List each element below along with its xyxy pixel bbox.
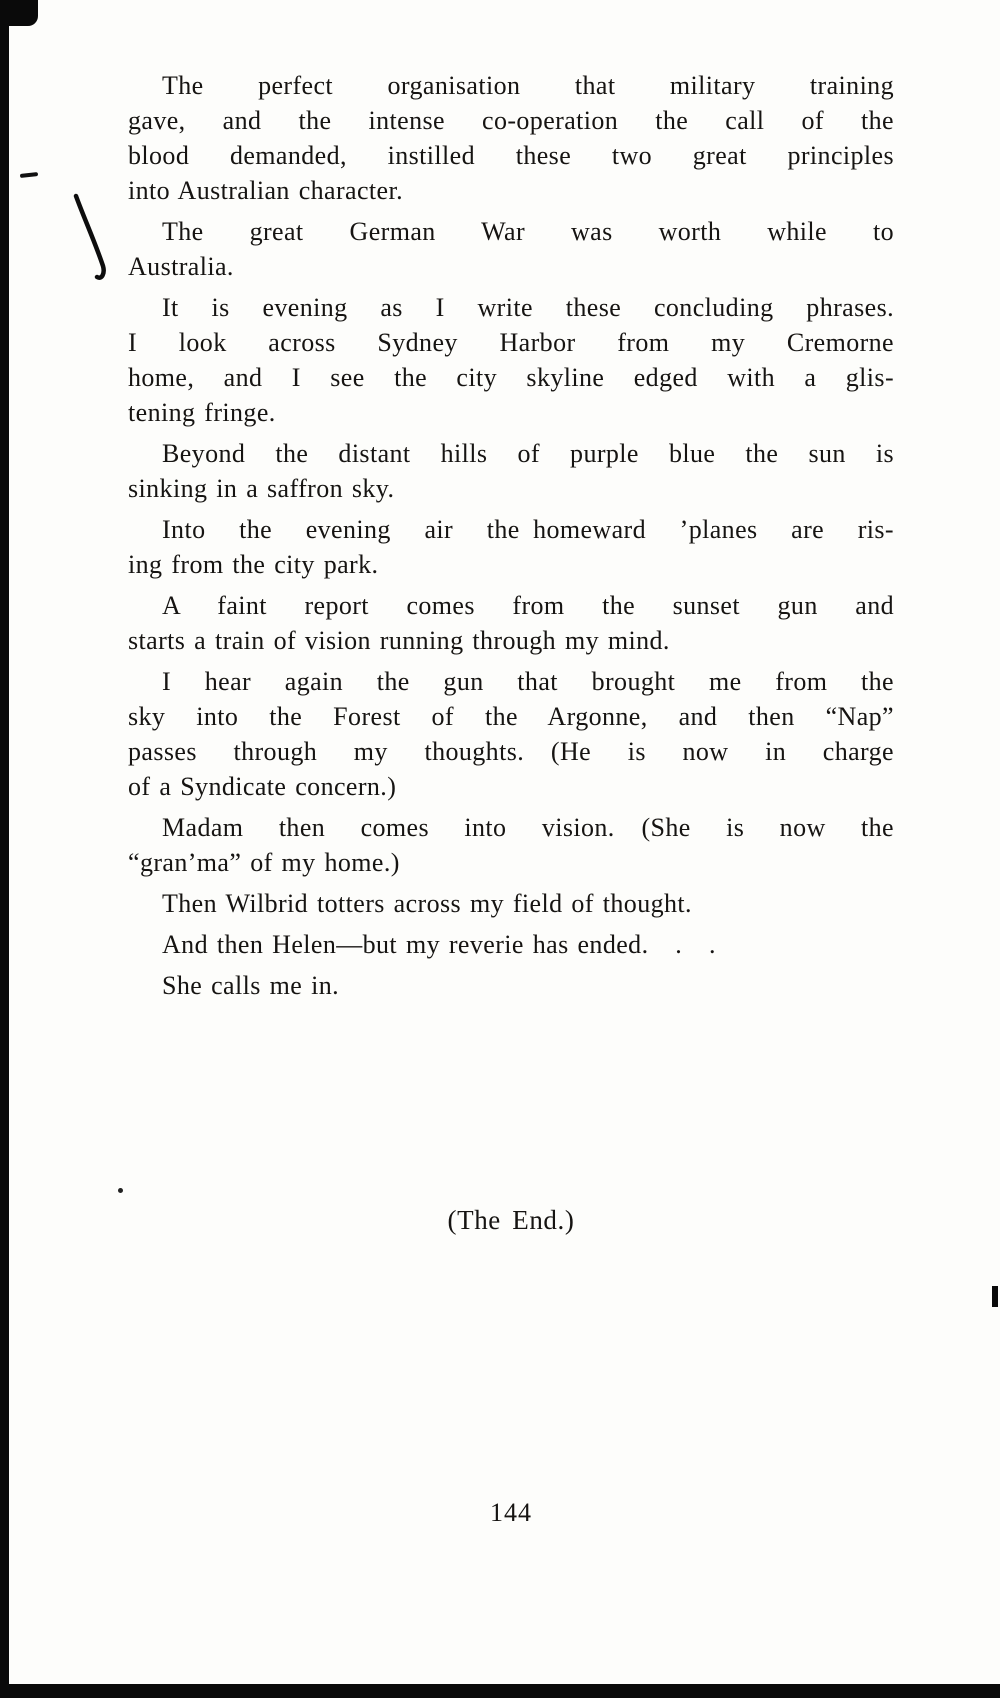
paragraph — [128, 436, 894, 506]
text-line: ing from the city park. — [128, 550, 379, 579]
paragraph — [128, 810, 894, 880]
paragraph — [128, 512, 894, 582]
ink-dot-mark — [118, 1188, 123, 1193]
text-line: I look across Sydney Harbor from my Cremorne — [128, 328, 894, 357]
text-line: It is evening as I write these concluding phrases. — [162, 293, 894, 322]
paragraph — [128, 68, 894, 208]
paragraph — [128, 588, 894, 658]
text-line: Beyond the distant hills of purple blue the sun is — [162, 439, 894, 468]
paragraph — [128, 968, 894, 1003]
page-number: 144 — [490, 1498, 532, 1527]
paragraph — [128, 886, 894, 921]
text-line: The perfect organisation that military training — [162, 71, 894, 100]
text-line: gave, and the intense co-operation the call of the — [128, 106, 894, 135]
text-line: “gran’ma” of my home.) — [128, 848, 400, 877]
text-line: Then Wilbrid totters across my field of thought. — [162, 889, 692, 918]
scan-artifact-left-edge — [0, 0, 9, 1698]
end-note: (The End.) — [447, 1205, 575, 1235]
text-line: tening fringe. — [128, 398, 276, 427]
handwritten-check-mark — [62, 190, 126, 290]
text-line: starts a train of vision running through my mind. — [128, 626, 670, 655]
text-line: And then Helen—but my reverie has ended. . . — [162, 930, 716, 959]
text-block — [128, 68, 894, 1009]
scan-artifact-bottom-edge — [0, 1684, 1000, 1698]
scan-artifact-top-left-corner — [0, 0, 38, 26]
text-line: Madam then comes into vision. (She is now the — [162, 813, 894, 842]
paragraph — [128, 290, 894, 430]
text-line: I hear again the gun that brought me from the — [162, 667, 894, 696]
pen-dash-mark — [20, 172, 38, 178]
text-line: A faint report comes from the sunset gun and — [162, 591, 894, 620]
text-line: sky into the Forest of the Argonne, and then “Nap” — [128, 702, 894, 731]
paragraph — [128, 927, 894, 962]
text-line: passes through my thoughts. (He is now in charge — [128, 737, 894, 766]
text-line: Into the evening air the homeward ’planes are ris- — [162, 515, 894, 544]
text-line: Australia. — [128, 252, 234, 281]
text-line: blood demanded, instilled these two great principles — [128, 141, 894, 170]
paragraph — [128, 664, 894, 804]
text-line: The great German War was worth while to — [162, 217, 894, 246]
scan-artifact-right-mark — [992, 1286, 998, 1307]
paragraph — [128, 214, 894, 284]
text-line: home, and I see the city skyline edged with a glis- — [128, 363, 894, 392]
text-line: into Australian character. — [128, 176, 404, 205]
text-line: of a Syndicate concern.) — [128, 772, 397, 801]
text-line: sinking in a saffron sky. — [128, 474, 395, 503]
text-line: She calls me in. — [162, 971, 340, 1000]
